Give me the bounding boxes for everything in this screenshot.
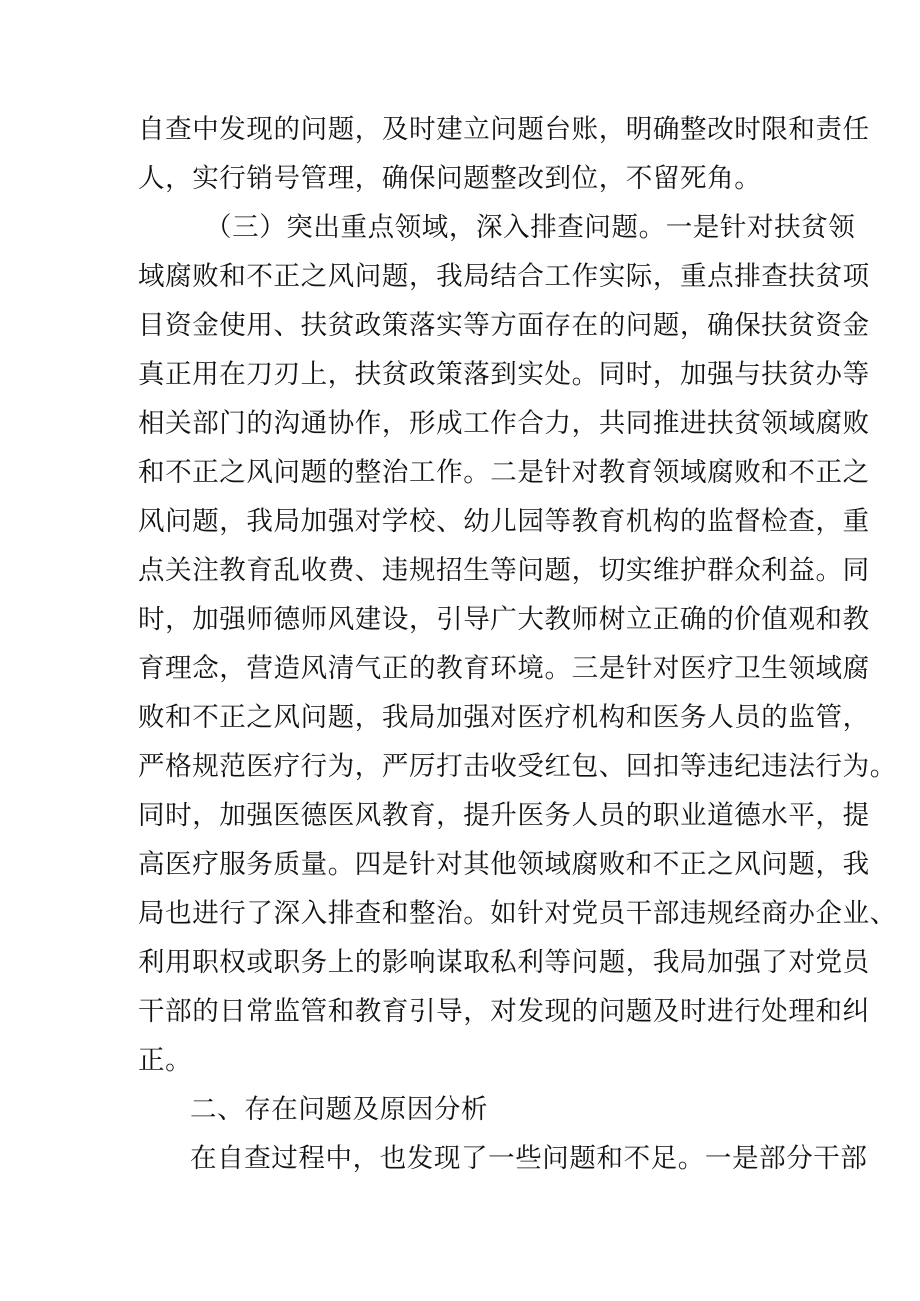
paragraph-line: 败和不正之风问题，我局加强对医疗机构和医务人员的监管，	[138, 702, 870, 733]
paragraph-line: 局也进行了深入排查和整治。如针对党员干部违规经商办企业、	[138, 898, 897, 929]
paragraph-line: 干部的日常监管和教育引导，对发现的问题及时进行处理和纠	[138, 996, 870, 1027]
section-heading: 二、存在问题及原因分析	[190, 1094, 489, 1125]
section-heading-line: （三）突出重点领域，深入排查问题。一是针对扶贫领	[205, 212, 856, 243]
paragraph-line: 自查中发现的问题，及时建立问题台账，明确整改时限和责任	[138, 114, 870, 145]
paragraph-line: 人，实行销号管理，确保问题整改到位，不留死角。	[138, 163, 762, 194]
paragraph-line: 育理念，营造风清气正的教育环境。三是针对医疗卫生领域腐	[138, 653, 870, 684]
paragraph-line: 利用职权或职务上的影响谋取私利等问题，我局加强了对党员	[138, 947, 870, 978]
paragraph-line: 和不正之风问题的整治工作。二是针对教育领域腐败和不正之	[138, 457, 870, 488]
paragraph-line: 正。	[138, 1045, 193, 1076]
paragraph-line: 真正用在刀刃上，扶贫政策落到实处。同时，加强与扶贫办等	[138, 359, 870, 390]
paragraph-line: 同时，加强医德医风教育，提升医务人员的职业道德水平，提	[138, 800, 870, 831]
paragraph-line: 点关注教育乱收费、违规招生等问题，切实维护群众利益。同	[138, 555, 870, 586]
paragraph-line: 相关部门的沟通协作，形成工作合力，共同推进扶贫领域腐败	[138, 408, 870, 439]
paragraph-line: 在自查过程中，也发现了一些问题和不足。一是部分干部	[190, 1143, 868, 1174]
paragraph-line: 高医疗服务质量。四是针对其他领域腐败和不正之风问题，我	[138, 849, 870, 880]
paragraph-line: 严格规范医疗行为，严厉打击收受红包、回扣等违纪违法行为。	[138, 751, 897, 782]
paragraph-line: 时，加强师德师风建设，引导广大教师树立正确的价值观和教	[138, 604, 870, 635]
paragraph-line: 风问题，我局加强对学校、幼儿园等教育机构的监督检查，重	[138, 506, 870, 537]
paragraph-line: 目资金使用、扶贫政策落实等方面存在的问题，确保扶贫资金	[138, 310, 870, 341]
paragraph-line: 域腐败和不正之风问题，我局结合工作实际，重点排查扶贫项	[138, 261, 870, 292]
